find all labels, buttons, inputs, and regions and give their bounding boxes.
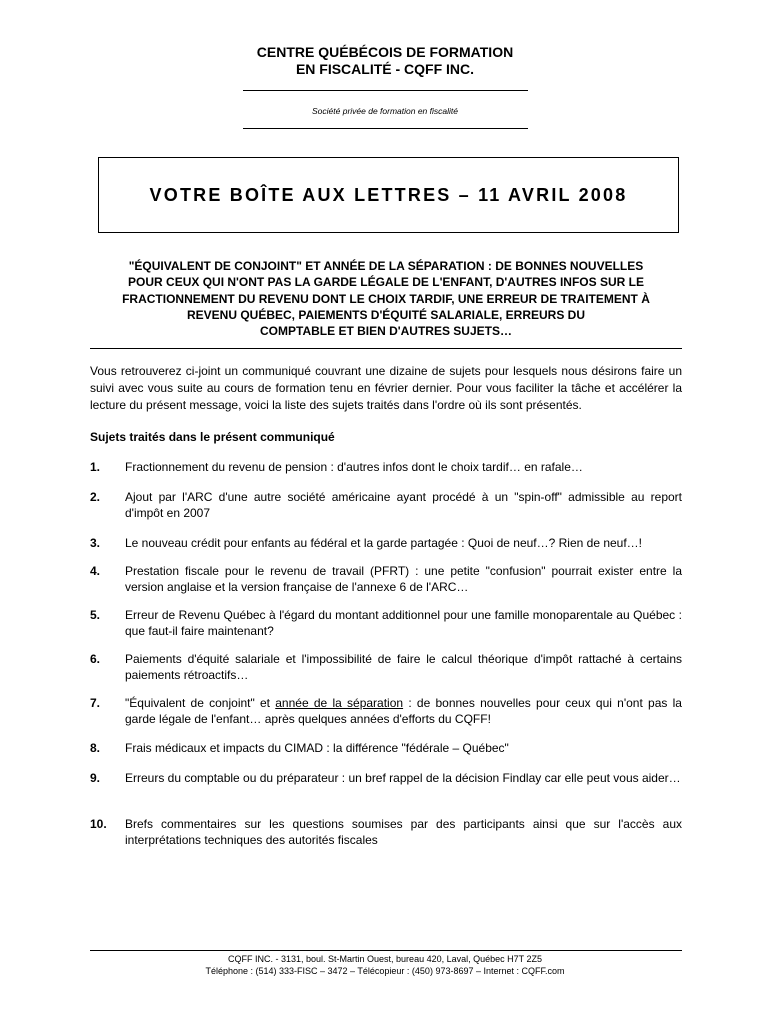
list-item-number: 3. [90,536,101,550]
list-item-text: Fractionnement du revenu de pension : d'autres infos dont le choix tardif… en rafale… [125,460,583,474]
list-item-number: 7. [90,696,101,710]
list-item [90,535,682,551]
list-item [90,607,682,639]
document-title: VOTRE BOÎTE AUX LETTRES – 11 AVRIL 2008 [149,184,628,205]
footer-divider [90,950,682,951]
tagline: Société privée de formation en fiscalité [312,106,458,116]
header-divider-top [243,90,528,91]
list-item [90,740,682,756]
list-item-text: Frais médicaux et impacts du CIMAD : la différence "fédérale – Québec" [125,741,509,755]
list-item-number: 9. [90,771,101,785]
header-divider-bottom [243,128,528,129]
footer-contact: Téléphone : (514) 333-FISC – 3472 – Télécopieur : (450) 973-8697 – Internet : CQFF.com [205,966,565,976]
list-item [90,563,682,595]
list-item-text: Paiements d'équité salariale et l'impossibilité de faire le calcul théorique d'impôt rattaché à certains paiements rétroactifs… [125,652,682,682]
list-item [90,770,682,786]
list-item-text: Erreur de Revenu Québec à l'égard du montant additionnel pour une famille monoparentale au Québec : que faut-il faire maintenant? [125,608,682,638]
topics-list-title: Sujets traités dans le présent communiqué [90,430,335,444]
list-item-number: 6. [90,652,101,666]
list-item [90,459,682,475]
list-item [90,695,682,727]
list-item-number: 4. [90,564,101,578]
list-item-text-part: "Équivalent de conjoint" et [125,696,276,710]
list-item-text: Le nouveau crédit pour enfants au fédéral et la garde partagée : Quoi de neuf…? Rien de neuf…! [125,536,643,550]
list-item-text-part: : de bonnes nouvelles pour ceux qui n'ont pas la garde légale de l'enfant… après quelques années d'efforts du CQFF! [125,696,682,726]
subject-heading-line: FRACTIONNEMENT DU REVENU DONT LE CHOIX TARDIF, UNE ERREUR DE TRAITEMENT À [122,291,650,306]
list-item-number: 2. [90,490,101,504]
list-item [90,489,682,521]
organization-name-line2: EN FISCALITÉ - CQFF INC. [295,61,475,77]
subject-heading-line: REVENU QUÉBEC, PAIEMENTS D'ÉQUITÉ SALARIALE, ERREURS DU [186,307,585,322]
intro-paragraph: Vous retrouverez ci-joint un communiqué couvrant une dizaine de sujets pour lesquels nous désirons faire un suivi avec vous suite au cours de formation tenu en février dernier. Pour vous faciliter la tâche et accélérer la lecture du présent message, voici la liste des sujets traités dans l'ordre où ils sont présentés. [90,364,682,412]
document-header [0,44,770,129]
list-item-text: Prestation fiscale pour le revenu de travail (PFRT) : une petite "confusion" pourrait exister entre la version anglaise et la version française de l'annexe 6 de l'ARC… [125,564,682,594]
subject-heading-line: POUR CEUX QUI N'ONT PAS LA GARDE LÉGALE DE L'ENFANT, D'AUTRES INFOS SUR LE [128,275,644,290]
subject-heading-line: COMPTABLE ET BIEN D'AUTRES SUJETS… [260,324,512,339]
list-item [90,816,682,848]
section-divider [90,348,682,349]
list-item-number: 1. [90,460,101,474]
list-item-text: Ajout par l'ARC d'une autre société américaine ayant procédé à un "spin-off" admissible au report d'impôt en 2007 [125,490,682,520]
footer-address: CQFF INC. - 3131, boul. St-Martin Ouest, bureau 420, Laval, Québec H7T 2Z5 [228,954,542,964]
list-item [90,651,682,683]
list-item-number: 10. [90,817,107,831]
list-item-number: 8. [90,741,101,755]
list-item-number: 5. [90,608,101,622]
title-box [98,157,679,233]
organization-name-line1: CENTRE QUÉBÉCOIS DE FORMATION [256,44,514,60]
list-item-text [125,695,682,727]
list-item-text: Brefs commentaires sur les questions soumises par des participants ainsi que sur l'accès aux interprétations techniques des autorités fiscales [125,817,682,847]
underlined-phrase: année de la séparation [275,696,404,710]
subject-heading [90,258,682,339]
footer [0,953,770,977]
subject-heading-line: "ÉQUIVALENT DE CONJOINT" ET ANNÉE DE LA SÉPARATION : DE BONNES NOUVELLES [128,259,644,273]
list-item-text: Erreurs du comptable ou du préparateur : un bref rappel de la décision Findlay car elle peut vous aider… [125,771,681,785]
